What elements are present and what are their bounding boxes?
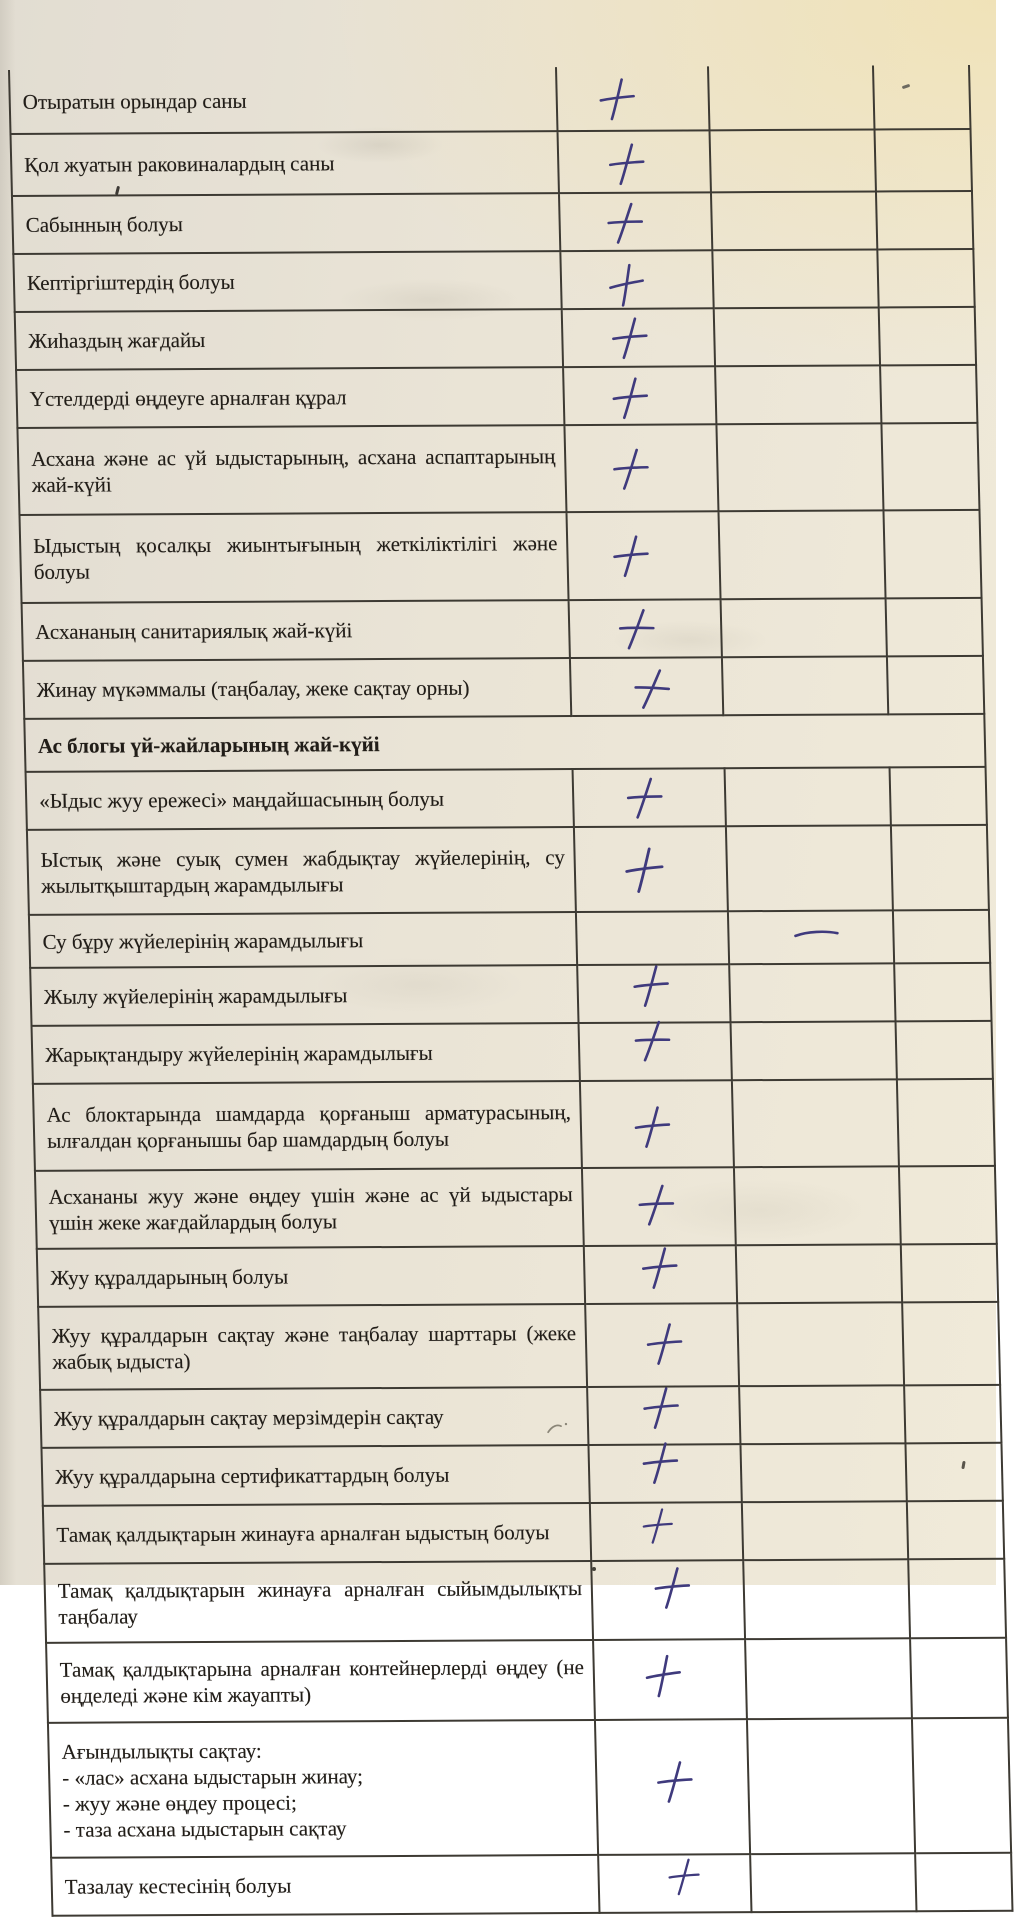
plus-mark-icon bbox=[635, 1181, 676, 1229]
row-label: Жуу құралдарын сақтау мерзімдерін сақтау bbox=[40, 1387, 589, 1448]
mark-cell-3 bbox=[901, 1244, 998, 1302]
table-row bbox=[17, 423, 979, 515]
table-row bbox=[43, 1501, 1004, 1564]
mark-cell-1 bbox=[598, 1854, 751, 1913]
mark-cell-1 bbox=[579, 1022, 732, 1081]
row-label: Асхананы жуу және өңдеу үшін және ас үй ыдыстары үшін жеке жағдайлардың болуы bbox=[35, 1168, 584, 1249]
mark-cell-1 bbox=[574, 826, 728, 912]
plus-mark-icon bbox=[609, 375, 650, 421]
mark-cell-1 bbox=[565, 424, 719, 512]
mark-cell-2 bbox=[736, 1244, 902, 1303]
mark-cell-3 bbox=[891, 825, 989, 910]
ink-speck bbox=[592, 1567, 596, 1571]
plus-mark-icon bbox=[610, 533, 651, 579]
mark-cell-2 bbox=[747, 1718, 915, 1854]
table-row bbox=[9, 65, 970, 134]
mark-cell-2 bbox=[740, 1443, 906, 1502]
row-label: Үстелдерді өңдеуге арналған құрал bbox=[16, 367, 565, 428]
table-row bbox=[13, 249, 974, 312]
row-label: Қол жуатын раковиналардың саны bbox=[11, 131, 560, 196]
table-row bbox=[15, 307, 976, 370]
mark-cell-2 bbox=[711, 191, 877, 250]
mark-cell-2 bbox=[734, 1166, 901, 1245]
mark-cell-1 bbox=[590, 1502, 743, 1561]
mark-cell-3 bbox=[881, 423, 979, 510]
mark-cell-2 bbox=[750, 1853, 916, 1912]
table-row bbox=[38, 1302, 1000, 1390]
mark-cell-3 bbox=[910, 1638, 1008, 1718]
mark-cell-3 bbox=[876, 191, 973, 249]
mark-cell-3 bbox=[873, 65, 971, 129]
plus-mark-icon bbox=[631, 1016, 673, 1064]
mark-cell-2 bbox=[745, 1638, 912, 1719]
mark-cell-1 bbox=[558, 130, 711, 193]
table-row bbox=[37, 1244, 998, 1307]
mark-cell-1 bbox=[573, 768, 726, 827]
table-row bbox=[44, 1559, 1006, 1643]
plus-mark-icon bbox=[644, 1320, 685, 1366]
mark-cell-1 bbox=[589, 1444, 742, 1503]
row-label: Жылу жүйелерінің жарамдылығы bbox=[30, 965, 579, 1026]
row-label: Тамақ қалдықтарын жинауға арналған сыйымдылықты таңбалау bbox=[44, 1561, 593, 1643]
plus-mark-icon bbox=[630, 963, 671, 1009]
mark-cell-1 bbox=[580, 1080, 734, 1168]
mark-cell-1 bbox=[595, 1719, 750, 1855]
row-label: Жарықтандыру жүйелерінің жарамдылығы bbox=[32, 1023, 581, 1084]
mark-cell-2 bbox=[714, 307, 880, 366]
mark-cell-1 bbox=[567, 511, 721, 600]
mark-cell-2 bbox=[715, 365, 881, 424]
mark-cell-1 bbox=[593, 1639, 747, 1720]
row-label: Тазалау кестесінің болуы bbox=[51, 1855, 600, 1916]
table-row bbox=[48, 1718, 1011, 1858]
mark-cell-1 bbox=[562, 308, 715, 367]
mark-cell-2 bbox=[743, 1559, 910, 1639]
mark-cell-3 bbox=[890, 767, 987, 825]
plus-mark-icon bbox=[595, 75, 638, 123]
mark-cell-2 bbox=[732, 1079, 899, 1167]
mark-cell-3 bbox=[893, 910, 990, 963]
mark-cell-2 bbox=[724, 767, 890, 826]
plus-mark-icon bbox=[631, 1103, 672, 1149]
mark-cell-2 bbox=[742, 1501, 908, 1560]
plus-mark-icon bbox=[603, 259, 649, 310]
table-row bbox=[22, 598, 983, 661]
row-label: Жиһаздың жағдайы bbox=[15, 309, 564, 370]
plus-mark-icon bbox=[610, 445, 651, 492]
mark-cell-2 bbox=[726, 825, 893, 911]
row-label: Сабынның болуы bbox=[12, 193, 561, 254]
mark-cell-2 bbox=[712, 249, 878, 308]
table-row bbox=[23, 656, 984, 719]
mark-cell-3 bbox=[907, 1501, 1004, 1559]
plus-mark-icon bbox=[624, 774, 665, 822]
row-label: Тамақ қалдықтарын жинауға арналған ыдыстың болуы bbox=[43, 1503, 592, 1564]
mark-cell-1 bbox=[556, 66, 709, 131]
plus-mark-icon bbox=[639, 1245, 680, 1291]
mark-cell-1 bbox=[569, 599, 722, 658]
mark-cell-2 bbox=[720, 598, 886, 657]
plus-mark-icon bbox=[615, 604, 658, 653]
plus-mark-icon bbox=[621, 843, 667, 894]
mark-cell-3 bbox=[887, 656, 984, 714]
mark-cell-2 bbox=[716, 423, 883, 511]
plus-mark-icon bbox=[640, 1384, 681, 1430]
table-row bbox=[29, 910, 990, 968]
mark-cell-3 bbox=[905, 1443, 1002, 1501]
row-label: Ағындылықты сақтау: - «лас» асхана ыдыстарын жинау; - жуу және өңдеу процесі; - таза асхана ыдыстарын сақтау bbox=[48, 1720, 598, 1858]
plus-mark-icon bbox=[609, 315, 650, 361]
mark-cell-3 bbox=[899, 1166, 997, 1244]
mark-cell-3 bbox=[879, 307, 976, 365]
plus-mark-icon bbox=[641, 1651, 685, 1700]
mark-cell-1 bbox=[563, 366, 716, 425]
row-label: Ыстық және суық сумен жабдықтау жүйелерінің, су жылытқыштардың жарамдылығы bbox=[27, 827, 576, 915]
table-row bbox=[26, 767, 987, 830]
row-label: «Ыдыс жуу ережесі» маңдайшасының болуы bbox=[26, 769, 575, 830]
table-row bbox=[35, 1166, 997, 1249]
mark-cell-3 bbox=[904, 1385, 1001, 1443]
row-label: Отыратын орындар саны bbox=[9, 67, 558, 134]
plus-mark-icon bbox=[606, 141, 647, 187]
row-label: Асхананың санитариялық жай-күйі bbox=[22, 600, 571, 661]
table-row bbox=[32, 1021, 993, 1084]
mark-cell-1 bbox=[559, 192, 712, 251]
mark-cell-1 bbox=[582, 1167, 736, 1246]
mark-cell-2 bbox=[708, 65, 875, 130]
pen-scribble bbox=[545, 1419, 571, 1437]
table-row bbox=[24, 714, 985, 772]
plus-mark-icon bbox=[654, 1758, 695, 1804]
table-row bbox=[16, 365, 977, 428]
mark-cell-3 bbox=[895, 1021, 992, 1079]
mark-cell-2 bbox=[709, 129, 876, 192]
mark-cell-2 bbox=[722, 656, 888, 715]
row-label: Жуу құралдарын сақтау және таңбалау шарттары (жеке жабық ыдыста) bbox=[38, 1304, 587, 1390]
table-row bbox=[41, 1443, 1002, 1506]
row-label: Жуу құралдарының болуы bbox=[37, 1246, 586, 1307]
mark-cell-3 bbox=[877, 249, 974, 307]
row-label: Кептіргіштердің болуы bbox=[13, 251, 562, 312]
mark-cell-3 bbox=[880, 365, 977, 423]
table-row bbox=[33, 1079, 995, 1171]
table-row bbox=[27, 825, 989, 915]
mark-cell-2 bbox=[718, 510, 885, 599]
plus-mark-icon bbox=[666, 1856, 702, 1897]
row-label: Тамақ қалдықтарына арналған контейнерлерді өңдеу (не өңделеді және кім жауапты) bbox=[46, 1640, 595, 1723]
mark-cell-2 bbox=[737, 1302, 904, 1386]
dash-mark-icon bbox=[793, 924, 841, 940]
mark-cell-3 bbox=[883, 510, 981, 598]
row-label: Жинау мүкәммалы (таңбалау, жеке сақтау орны) bbox=[23, 658, 572, 719]
mark-cell-1 bbox=[577, 964, 730, 1023]
document-sheet bbox=[8, 65, 1014, 1917]
mark-cell-3 bbox=[902, 1302, 1000, 1385]
plus-mark-icon bbox=[639, 1440, 680, 1486]
mark-cell-3 bbox=[915, 1853, 1012, 1911]
mark-cell-1 bbox=[561, 250, 714, 309]
table-row bbox=[51, 1853, 1012, 1916]
mark-cell-1 bbox=[584, 1245, 737, 1304]
row-label: Су бұру жүйелерінің жарамдылығы bbox=[29, 912, 577, 968]
mark-cell-1 bbox=[576, 911, 729, 965]
mark-cell-2 bbox=[739, 1385, 905, 1444]
mark-cell-3 bbox=[897, 1079, 995, 1166]
mark-cell-2 bbox=[730, 1021, 896, 1080]
table-row bbox=[19, 510, 981, 603]
inspection-checklist-table bbox=[8, 65, 1014, 1917]
mark-cell-3 bbox=[908, 1559, 1006, 1638]
row-label: Ас блогы үй-жайларының жай-күйі bbox=[24, 714, 985, 772]
row-label: Ас блоктарында шамдарда қорғаныш арматурасының, ылғалдан қорғанышы бар шамдардың болуы bbox=[33, 1081, 582, 1171]
plus-mark-icon bbox=[604, 199, 645, 247]
mark-cell-3 bbox=[912, 1718, 1011, 1853]
mark-cell-3 bbox=[894, 963, 991, 1021]
mark-cell-2 bbox=[728, 910, 894, 964]
mark-cell-1 bbox=[591, 1560, 745, 1640]
table-row bbox=[11, 129, 972, 196]
mark-cell-1 bbox=[585, 1303, 739, 1387]
row-label: Ыдыстың қосалқы жиынтығының жеткіліктілігі және болуы bbox=[19, 512, 568, 603]
mark-cell-2 bbox=[729, 963, 895, 1022]
table-row bbox=[30, 963, 991, 1026]
row-label: Асхана және ас үй ыдыстарының, асхана аспаптарының жай-күйі bbox=[17, 425, 566, 515]
plus-mark-icon bbox=[629, 663, 674, 714]
mark-cell-1 bbox=[570, 657, 723, 716]
table-row bbox=[12, 191, 973, 254]
table-row bbox=[40, 1385, 1001, 1448]
mark-cell-3 bbox=[874, 129, 971, 191]
plus-mark-icon bbox=[640, 1506, 675, 1545]
mark-cell-1 bbox=[587, 1386, 740, 1445]
table-row bbox=[46, 1638, 1008, 1723]
plus-mark-icon bbox=[651, 1564, 692, 1610]
row-label: Жуу құралдарына сертификаттардың болуы bbox=[41, 1445, 590, 1506]
mark-cell-3 bbox=[886, 598, 983, 656]
